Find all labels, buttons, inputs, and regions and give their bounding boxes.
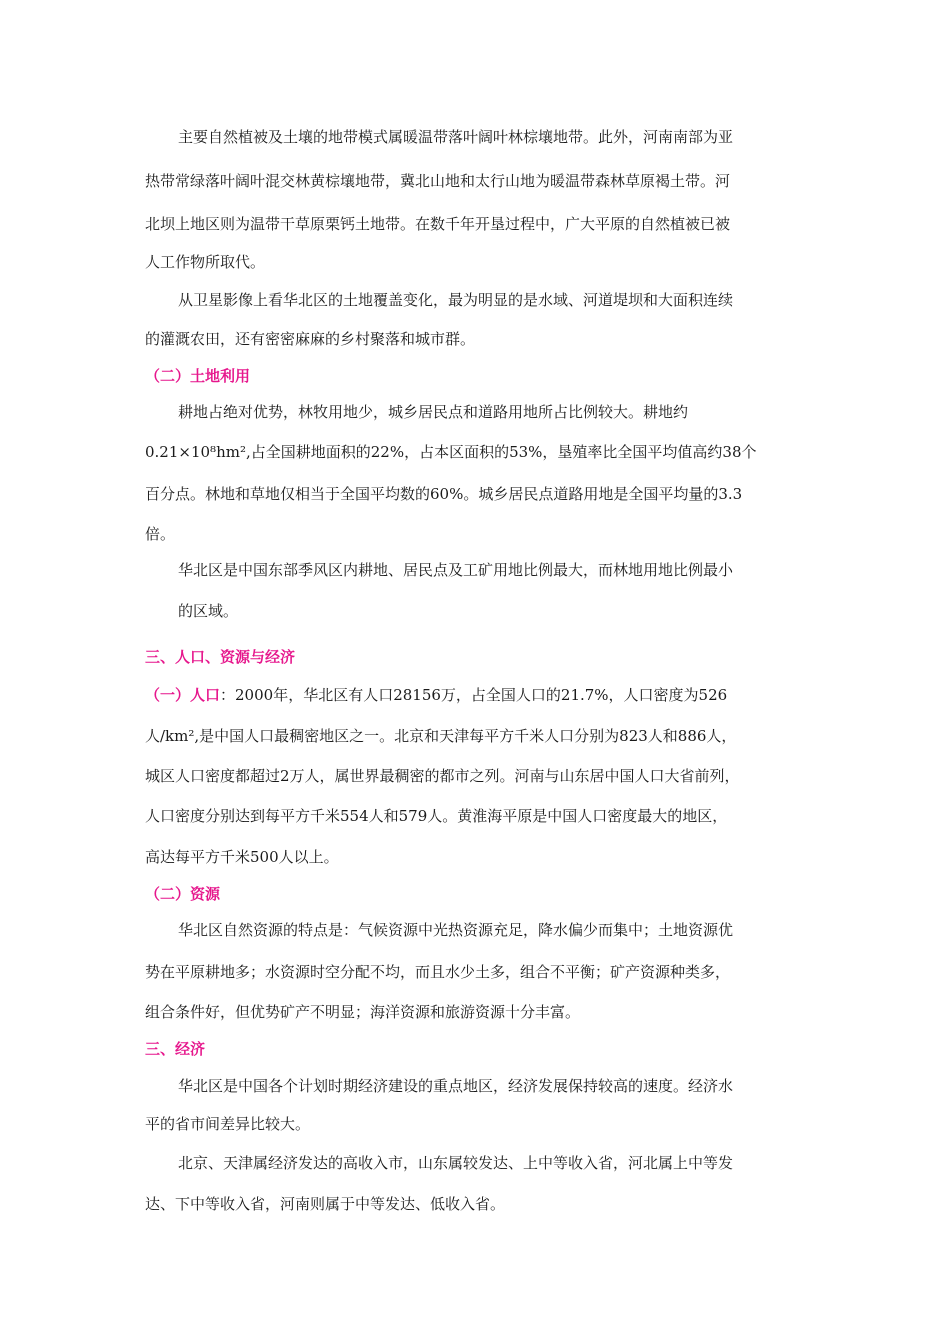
paragraph-line: 人工作物所取代。	[145, 253, 266, 271]
paragraph-line: 0.21×10⁸hm²,占全国耕地面积的22%，占本区面积的53%，垦殖率比全国平均值高约38个	[145, 443, 757, 461]
paragraph-line: 倍。	[145, 525, 176, 543]
paragraph-line: 高达每平方千米500人以上。	[145, 848, 339, 866]
paragraph-line: 人/km²,是中国人口最稠密地区之一。北京和天津每平方千米人口分别为823人和886人，	[145, 727, 737, 745]
paragraph-line: 百分点。林地和草地仅相当于全国平均数的60%。城乡居民点道路用地是全国平均量的3.3	[145, 485, 743, 503]
paragraph-line: 耕地占绝对优势，林牧用地少，城乡居民点和道路用地所占比例较大。耕地约	[178, 403, 689, 421]
paragraph-line: 人口密度分别达到每平方千米554人和579人。黄淮海平原是中国人口密度最大的地区，	[145, 807, 728, 825]
inline-heading-population: （一）人口	[145, 686, 221, 704]
paragraph-line: 主要自然植被及土壤的地带模式属暖温带落叶阔叶林棕壤地带。此外，河南南部为亚	[178, 128, 734, 146]
paragraph-line: 华北区是中国各个计划时期经济建设的重点地区，经济发展保持较高的速度。经济水	[178, 1077, 734, 1095]
paragraph-line: 组合条件好，但优势矿产不明显；海洋资源和旅游资源十分丰富。	[145, 1003, 581, 1021]
paragraph-line	[145, 685, 727, 705]
section-heading-resources: （二）资源	[145, 885, 221, 903]
section-heading-population-resources-economy: 三、人口、资源与经济	[145, 648, 296, 666]
paragraph-line: 热带常绿落叶阔叶混交林黄棕壤地带，冀北山地和太行山地为暖温带森林草原褐土带。河	[145, 172, 731, 190]
paragraph-line: 从卫星影像上看华北区的土地覆盖变化，最为明显的是水域、河道堤坝和大面积连续	[178, 291, 734, 309]
paragraph-line: 华北区是中国东部季风区内耕地、居民点及工矿用地比例最大，而林地用地比例最小	[178, 561, 734, 579]
paragraph-line: 的灌溉农田，还有密密麻麻的乡村聚落和城市群。	[145, 330, 476, 348]
paragraph-line: 城区人口密度都超过2万人，属世界最稠密的都市之列。河南与山东居中国人口大省前列，	[145, 767, 740, 785]
paragraph-line: 北坝上地区则为温带干草原栗钙土地带。在数千年开垦过程中，广大平原的自然植被已被	[145, 215, 731, 233]
paragraph-line: 的区域。	[178, 602, 239, 620]
paragraph-text: ：2000年，华北区有人口28156万，占全国人口的21.7%，人口密度为526	[220, 686, 728, 704]
section-heading-economy: 三、经济	[145, 1040, 206, 1058]
paragraph-line: 华北区自然资源的特点是：气候资源中光热资源充足，降水偏少而集中；土地资源优	[178, 921, 734, 939]
paragraph-line: 达、下中等收入省，河南则属于中等发达、低收入省。	[145, 1195, 506, 1213]
section-heading-land-use: （二）土地利用	[145, 367, 251, 385]
paragraph-line: 势在平原耕地多；水资源时空分配不均，而且水少土多，组合不平衡；矿产资源种类多，	[145, 963, 731, 981]
paragraph-line: 北京、天津属经济发达的高收入市，山东属较发达、上中等收入省，河北属上中等发	[178, 1154, 734, 1172]
paragraph-line: 平的省市间差异比较大。	[145, 1115, 311, 1133]
